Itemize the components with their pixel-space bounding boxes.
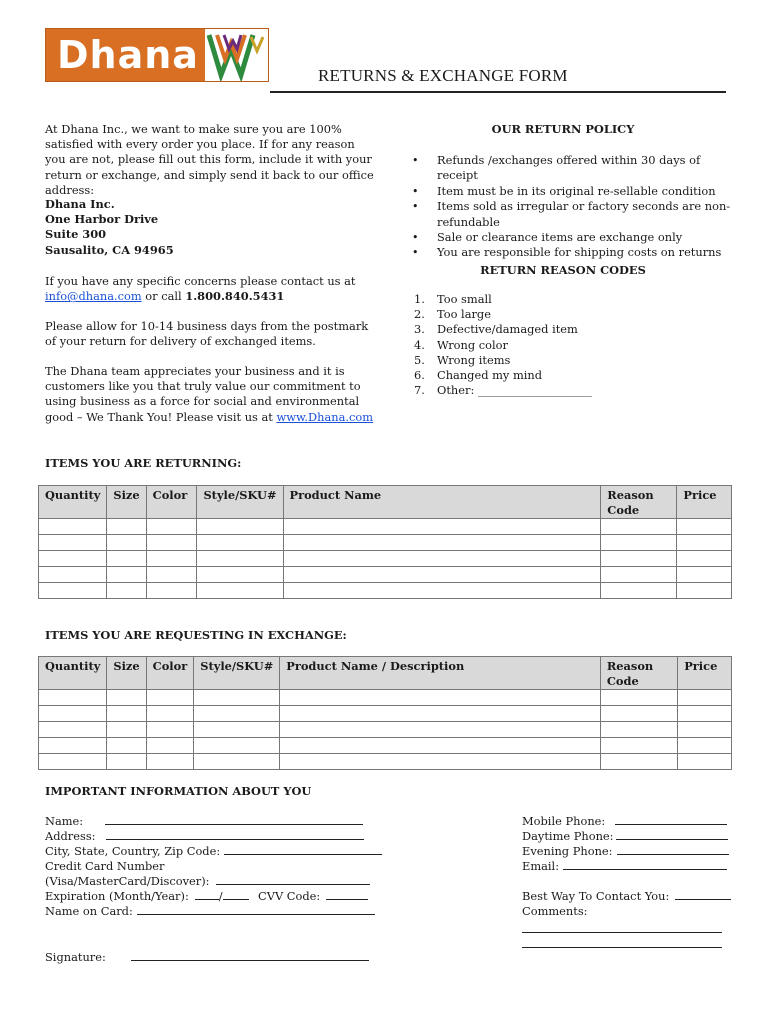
- returning-heading: ITEMS YOU ARE RETURNING:: [45, 456, 242, 470]
- table-cell-input[interactable]: [194, 690, 280, 706]
- table-cell-input[interactable]: [107, 535, 146, 551]
- card-number-field[interactable]: (Visa/MasterCard/Discover):: [45, 874, 370, 889]
- table-cell-input[interactable]: [146, 551, 197, 567]
- card-number-input-line[interactable]: [216, 874, 370, 885]
- signature-input-line[interactable]: [131, 950, 369, 961]
- column-header: Price: [678, 657, 732, 690]
- table-row: [39, 551, 732, 567]
- table-cell-input[interactable]: [677, 551, 732, 567]
- title-divider: [270, 91, 726, 93]
- table-row: [39, 519, 732, 535]
- column-header: Color: [146, 657, 194, 690]
- table-row: [39, 535, 732, 551]
- column-header: Price: [677, 486, 732, 519]
- address-input-line[interactable]: [106, 829, 364, 840]
- policy-heading: OUR RETURN POLICY: [491, 122, 635, 136]
- exp-month-input-line[interactable]: [195, 889, 219, 900]
- table-cell-input[interactable]: [146, 754, 194, 770]
- exchange-heading: ITEMS YOU ARE REQUESTING IN EXCHANGE:: [45, 628, 347, 642]
- address-line: One Harbor Drive: [45, 212, 159, 227]
- table-cell-input[interactable]: [146, 535, 197, 551]
- column-header: Color: [146, 486, 197, 519]
- column-header: Product Name / Description: [280, 657, 601, 690]
- table-cell-input[interactable]: [146, 583, 197, 599]
- table-cell-input[interactable]: [677, 583, 732, 599]
- table-cell-input[interactable]: [107, 722, 146, 738]
- table-cell-input[interactable]: [600, 690, 677, 706]
- table-cell-input[interactable]: [677, 519, 732, 535]
- table-cell-input[interactable]: [107, 551, 146, 567]
- reason-code-item: 3. Defective/damaged item: [414, 322, 578, 337]
- table-cell-input[interactable]: [39, 690, 107, 706]
- reason-codes-heading: RETURN REASON CODES: [480, 263, 646, 277]
- column-header: Reason Code: [600, 657, 677, 690]
- table-cell-input[interactable]: [107, 690, 146, 706]
- table-cell-input[interactable]: [600, 706, 677, 722]
- table-cell-input[interactable]: [39, 738, 107, 754]
- table-cell-input[interactable]: [197, 519, 283, 535]
- table-cell-input[interactable]: [146, 722, 194, 738]
- table-cell-input[interactable]: [280, 690, 601, 706]
- table-cell-input[interactable]: [197, 567, 283, 583]
- table-cell-input[interactable]: [39, 519, 107, 535]
- column-header: Product Name: [283, 486, 601, 519]
- logo-text: Dhana: [57, 33, 199, 77]
- table-cell-input[interactable]: [601, 535, 677, 551]
- table-row: [39, 722, 732, 738]
- table-cell-input[interactable]: [107, 519, 146, 535]
- reason-code-item: 1. Too small: [414, 292, 492, 306]
- policy-item: • Item must be in its original re-sellable condition: [412, 184, 732, 199]
- column-header: Quantity: [39, 657, 107, 690]
- table-cell-input[interactable]: [39, 551, 107, 567]
- table-cell-input[interactable]: [39, 754, 107, 770]
- table-cell-input[interactable]: [678, 738, 732, 754]
- table-cell-input[interactable]: [107, 567, 146, 583]
- evening-phone-input-line[interactable]: [617, 844, 729, 855]
- column-header: Size: [107, 657, 146, 690]
- table-cell-input[interactable]: [280, 706, 601, 722]
- office-address: [45, 197, 375, 258]
- daytime-phone-field[interactable]: Daytime Phone:: [522, 829, 728, 844]
- table-row: [39, 738, 732, 754]
- www-logo-mark-icon: [204, 29, 268, 81]
- table-cell-input[interactable]: [283, 519, 601, 535]
- address-line: Sausalito, CA 94965: [45, 242, 174, 257]
- table-row: [39, 690, 732, 706]
- table-cell-input[interactable]: [146, 706, 194, 722]
- contact-mid: or call: [141, 289, 186, 304]
- city-field[interactable]: City, State, Country, Zip Code:: [45, 844, 382, 859]
- table-cell-input[interactable]: [283, 535, 601, 551]
- table-cell-input[interactable]: [600, 754, 677, 770]
- table-cell-input[interactable]: [146, 738, 194, 754]
- table-cell-input[interactable]: [601, 551, 677, 567]
- table-cell-input[interactable]: [678, 706, 732, 722]
- table-cell-input[interactable]: [39, 722, 107, 738]
- table-cell-input[interactable]: [601, 519, 677, 535]
- table-cell-input[interactable]: [197, 535, 283, 551]
- table-cell-input[interactable]: [107, 583, 146, 599]
- reason-code-item: 6. Changed my mind: [414, 368, 543, 383]
- comments-label: Comments:: [522, 904, 588, 918]
- table-cell-input[interactable]: [601, 567, 677, 583]
- table-row: [39, 754, 732, 770]
- contact-paragraph: [45, 274, 375, 304]
- column-header: Reason Code: [601, 486, 677, 519]
- reason-code-item: 2. Too large: [414, 307, 491, 322]
- comments-line-2[interactable]: [522, 937, 722, 948]
- column-header: Quantity: [39, 486, 107, 519]
- table-cell-input[interactable]: [197, 551, 283, 567]
- mobile-phone-field[interactable]: Mobile Phone:: [522, 814, 727, 829]
- policy-item: • Refunds /exchanges offered within 30 days of receipt: [412, 153, 732, 184]
- table-cell-input[interactable]: [146, 567, 197, 583]
- cvv-input-line[interactable]: [326, 889, 368, 900]
- name-input-line[interactable]: [105, 814, 363, 825]
- table-cell-input[interactable]: [107, 738, 146, 754]
- table-cell-input[interactable]: [39, 583, 107, 599]
- table-cell-input[interactable]: [283, 583, 601, 599]
- policy-list: [412, 153, 732, 261]
- email-field[interactable]: Email:: [522, 859, 727, 874]
- address-line: Dhana Inc.: [45, 197, 115, 211]
- table-row: [39, 567, 732, 583]
- email-link[interactable]: info@dhana.com: [45, 289, 142, 304]
- best-way-input-line[interactable]: [675, 889, 731, 900]
- table-cell-input[interactable]: [280, 722, 601, 738]
- table-cell-input[interactable]: [194, 706, 280, 722]
- best-way-field[interactable]: Best Way To Contact You:: [522, 889, 731, 904]
- thanks-text: The Dhana team appreciates your business and it is customers like you that truly value our commitment to using business as a force for social and environmental good – We Thank You! Please visit us at: [45, 364, 361, 424]
- table-cell-input[interactable]: [39, 567, 107, 583]
- table-cell-input[interactable]: [283, 551, 601, 567]
- table-cell-input[interactable]: [280, 738, 601, 754]
- policy-item: • You are responsible for shipping costs on returns: [412, 245, 732, 260]
- phone-number: 1.800.840.5431: [185, 289, 285, 304]
- policy-item: • Sale or clearance items are exchange only: [412, 230, 732, 245]
- address-line: Suite 300: [45, 227, 107, 242]
- table-cell-input[interactable]: [677, 535, 732, 551]
- table-cell-input[interactable]: [600, 738, 677, 754]
- table-cell-input[interactable]: [146, 519, 197, 535]
- table-cell-input[interactable]: [678, 690, 732, 706]
- column-header: Style/SKU#: [194, 657, 280, 690]
- column-header: Style/SKU#: [197, 486, 283, 519]
- daytime-phone-input-line[interactable]: [616, 829, 728, 840]
- table-row: [39, 583, 732, 599]
- website-link[interactable]: www.Dhana.com: [276, 409, 374, 424]
- dhana-logo: [45, 28, 269, 82]
- intro-paragraph: At Dhana Inc., we want to make sure you are 100% satisfied with every order you place. If for any reason you are not, please fill out this form, include it with your return or exchange, and simply send it back to our office address:: [45, 122, 374, 197]
- table-cell-input[interactable]: [197, 583, 283, 599]
- column-header: Size: [107, 486, 146, 519]
- name-field[interactable]: Name:: [45, 814, 363, 829]
- comments-line-1[interactable]: [522, 922, 722, 933]
- table-cell-input[interactable]: [678, 754, 732, 770]
- table-cell-input[interactable]: [283, 567, 601, 583]
- table-cell-input[interactable]: [280, 754, 601, 770]
- page-title: RETURNS & EXCHANGE FORM: [318, 66, 568, 85]
- about-you-heading: IMPORTANT INFORMATION ABOUT YOU: [45, 784, 312, 798]
- exchange-table: [38, 656, 732, 770]
- thanks-paragraph: [45, 364, 375, 425]
- table-cell-input[interactable]: [107, 754, 146, 770]
- policy-item: • Items sold as irregular or factory seconds are non-refundable: [412, 199, 732, 230]
- signature-field[interactable]: Signature:: [45, 950, 369, 965]
- returning-table: [38, 485, 732, 599]
- table-cell-input[interactable]: [194, 722, 280, 738]
- reason-codes-list: [412, 292, 592, 398]
- table-row: [39, 706, 732, 722]
- table-cell-input[interactable]: [601, 583, 677, 599]
- table-cell-input[interactable]: [678, 722, 732, 738]
- name-on-card-input-line[interactable]: [137, 904, 375, 915]
- table-cell-input[interactable]: [677, 567, 732, 583]
- address-field[interactable]: Address:: [45, 829, 364, 844]
- reason-code-item: 4. Wrong color: [414, 337, 508, 352]
- table-cell-input[interactable]: [107, 706, 146, 722]
- mobile-phone-input-line[interactable]: [615, 814, 727, 825]
- evening-phone-field[interactable]: Evening Phone:: [522, 844, 729, 859]
- delivery-paragraph: Please allow for 10-14 business days from the postmark of your return for delivery of exchanged items.: [45, 319, 369, 349]
- table-cell-input[interactable]: [194, 754, 280, 770]
- exp-year-input-line[interactable]: [223, 889, 249, 900]
- table-cell-input[interactable]: [146, 690, 194, 706]
- reason-code-item: 7. Other: ____________________: [414, 383, 592, 398]
- table-cell-input[interactable]: [39, 706, 107, 722]
- table-cell-input[interactable]: [600, 722, 677, 738]
- credit-card-label: Credit Card Number: [45, 859, 165, 873]
- table-cell-input[interactable]: [39, 535, 107, 551]
- table-cell-input[interactable]: [194, 738, 280, 754]
- cvv-field[interactable]: CVV Code:: [258, 889, 368, 904]
- reason-code-item: 5. Wrong items: [414, 352, 511, 367]
- contact-prefix: If you have any specific concerns please contact us at: [45, 274, 356, 288]
- name-on-card-field[interactable]: Name on Card:: [45, 904, 375, 919]
- city-input-line[interactable]: [224, 844, 382, 855]
- email-input-line[interactable]: [563, 859, 727, 870]
- expiration-field[interactable]: Expiration (Month/Year): /: [45, 889, 249, 904]
